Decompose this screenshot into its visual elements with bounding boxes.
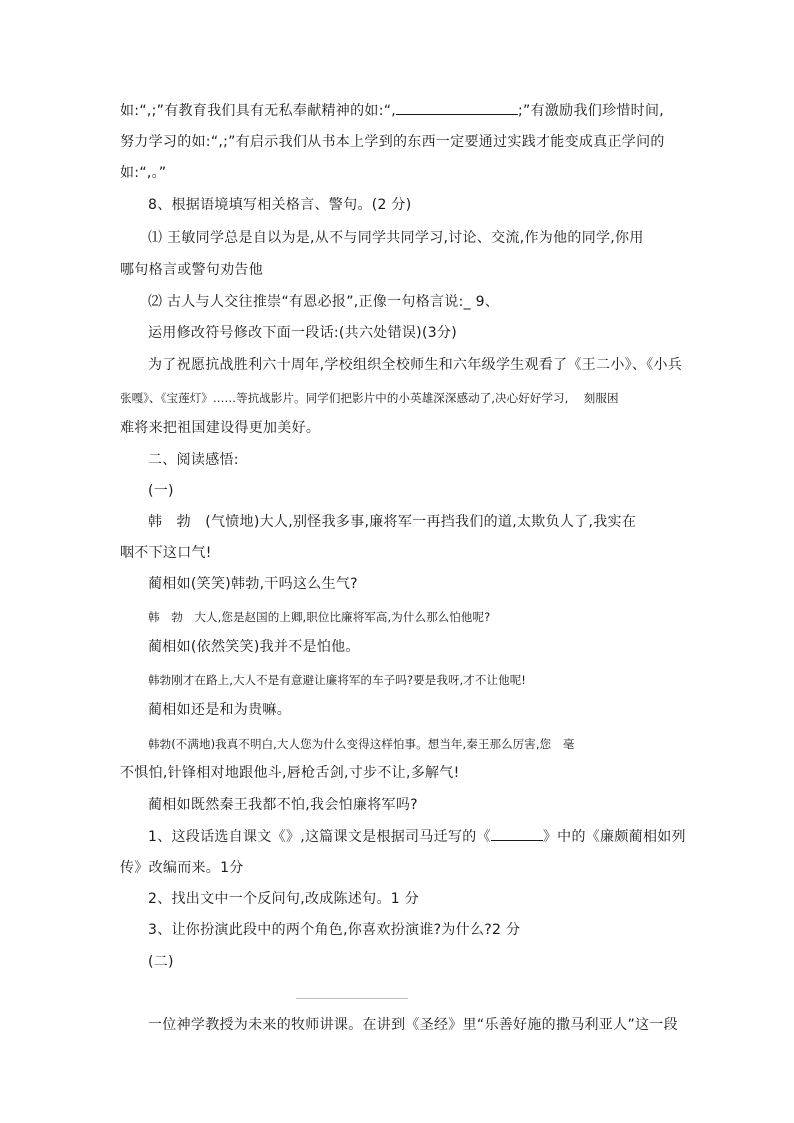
dialogue-line-2: 蔺相如(笑笑)韩勃,干吗这么生气?	[148, 576, 358, 592]
question-2: 2、找出文中一个反问句,改成陈述句。1 分	[148, 891, 420, 907]
question-8-item-1-cont: 哪句格言或警句劝告他	[120, 262, 263, 278]
question-1-cont: 传》改编而来。1分	[120, 860, 244, 876]
line-1-part-b: ;”有激励我们珍惜时间,	[518, 103, 665, 119]
question-8-item-2: ⑵ 古人与人交往推崇“有恩必报”,正像一句格言说:_ 9、	[148, 294, 500, 310]
dialogue-line-3: 韩 勃 大人,您是赵国的上卿,职位比廉将军高,为什么那么怕他呢?	[148, 610, 491, 624]
dialogue-line-8: 蔺相如既然秦王我都不怕,我会怕廉将军吗?	[148, 797, 418, 813]
passage-2-line-1: 一位神学教授为未来的牧师讲课。在讲到《圣经》里“乐善好施的撒马利亚人”这一段	[148, 1017, 678, 1033]
dialogue-line-6: 蔺相如还是和为贵嘛。	[148, 702, 291, 718]
dialogue-line-4: 蔺相如(依然笑笑)我并不是怕他。	[148, 639, 360, 655]
question-8-item-1: ⑴ 王敏同学总是自以为是,从不与同学共同学习,讨论、交流,作为他的同学,你用	[148, 230, 644, 246]
question-1	[148, 826, 686, 847]
line-1-part-a: 如:“,;”有教育我们具有无私奉献精神的如:“,	[120, 103, 397, 119]
text-line-1	[120, 100, 664, 121]
dialogue-line-1: 韩 勃 (气愤地)大人,别怪我多事,廉将军一再挡我们的道,太欺负人了,我实在	[148, 514, 637, 530]
dialogue-line-7-cont: 不惧怕,针锋相对地跟他斗,唇枪舌剑,寸步不让,多解气!	[120, 765, 460, 781]
text-line-3: 如:“,。”	[120, 165, 167, 181]
page-divider	[296, 998, 408, 999]
text-line-2: 努力学习的如:“,;”有启示我们从书本上学到的东西一定要通过实践才能变成真正学问的	[120, 134, 665, 150]
subsection-2-label: (二)	[148, 954, 174, 970]
section-2-heading: 二、阅读感悟:	[148, 452, 239, 468]
correction-paragraph-line-3: 难将来把祖国建设得更加美好。	[120, 420, 321, 436]
dialogue-line-5: 韩勃刚才在路上,大人不是有意避让廉将军的车子吗?要是我呀,才不让他呢!	[148, 673, 527, 687]
fill-blank-1	[396, 100, 518, 115]
question-1-part-b: 》中的《廉颇蔺相如列	[542, 829, 686, 845]
dialogue-line-1-cont: 咽不下这口气!	[120, 545, 212, 561]
question-9-heading: 运用修改符号修改下面一段话:(共六处错误)(3分)	[148, 325, 457, 341]
fill-blank-2	[491, 826, 543, 841]
question-8-heading: 8、根据语境填写相关格言、警句。(2 分)	[148, 197, 412, 213]
dialogue-line-7: 韩勃(不满地)我真不明白,大人您为什么变得这样怕事。想当年,秦王那么厉害,您 毫	[148, 737, 575, 751]
question-3: 3、让你扮演此段中的两个角色,你喜欢扮演谁?为什么?2 分	[148, 922, 521, 938]
correction-paragraph-line-2: 张嘎》、《宝莲灯》……等抗战影片。同学们把影片中的小英雄深深感动了,决心好好学习, 刻服困	[120, 391, 619, 405]
subsection-1-label: (一)	[148, 483, 174, 499]
question-1-part-a: 1、这段话选自课文《》,这篇课文是根据司马迁写的《	[148, 829, 491, 845]
correction-paragraph-line-1: 为了祝愿抗战胜利六十周年,学校组织全校师生和六年级学生观看了《王二小》、《小兵	[148, 357, 683, 373]
